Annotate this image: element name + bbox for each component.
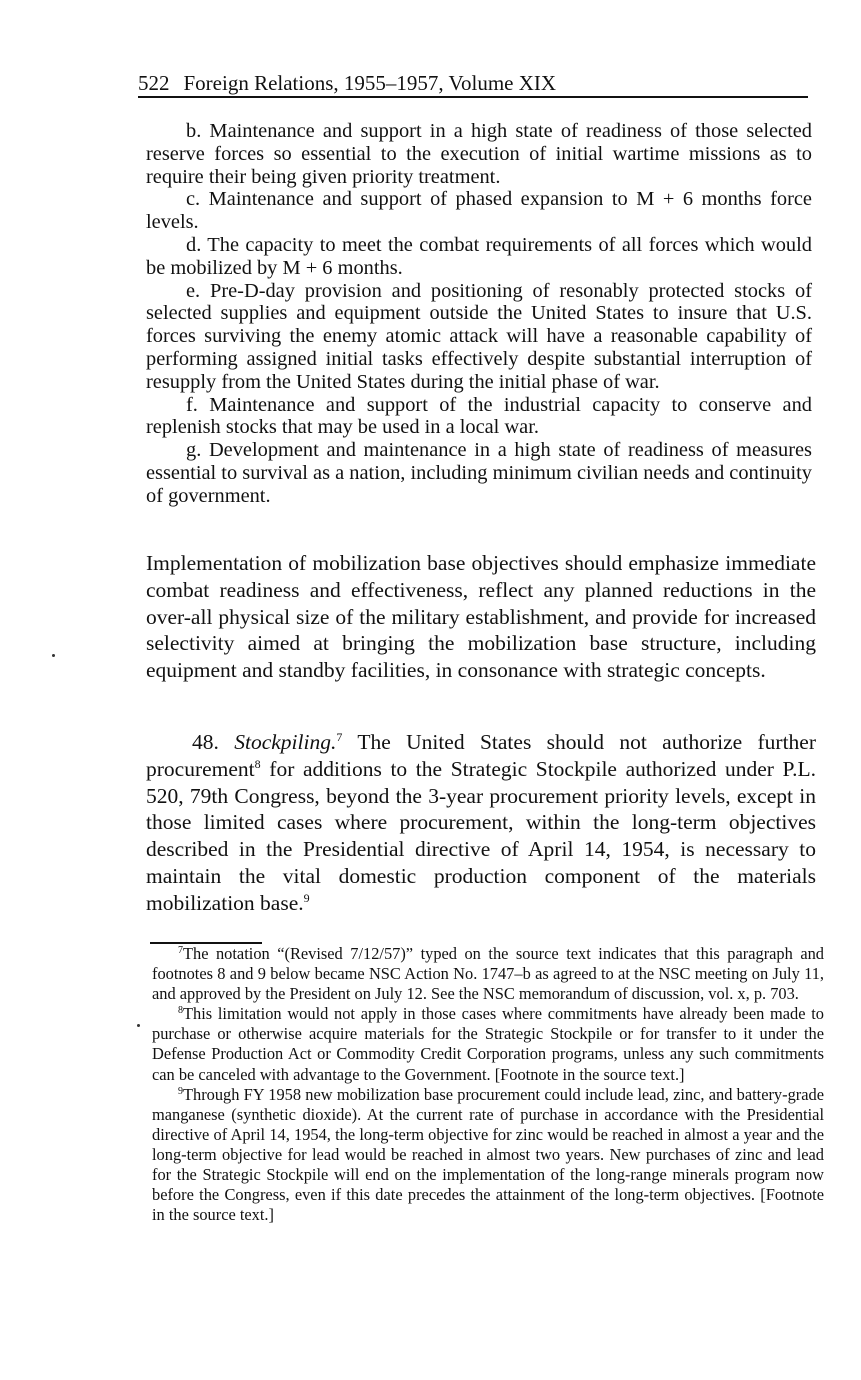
scan-speck <box>137 1024 140 1027</box>
footnote-ref-9: 9 <box>303 890 310 905</box>
implementation-paragraph: Implementation of mobilization base objectives should emphasize immediate combat readiness and effectiveness, reflect any planned reductions in the over-all physical size of the military establishment, and provide for increased selectivity aimed at bringing the mobilization base structure, including equipment and standby facilities, in consonance with strategic concepts. <box>146 551 816 683</box>
stockpiling-paragraph <box>146 729 816 917</box>
running-header <box>138 70 808 98</box>
footnote-number: 8 <box>178 1005 183 1017</box>
page-number: 522 <box>138 71 170 95</box>
volume-title: Foreign Relations, 1955–1957, Volume XIX <box>183 71 557 95</box>
stockpiling-heading: Stockpiling. <box>234 730 337 754</box>
objectives-list <box>146 120 812 508</box>
stockpiling-text-1: The United States should not authorize further procurement <box>146 730 817 781</box>
list-item-d: d. The capacity to meet the combat requirements of all forces which would be mobilized by M + 6 months. <box>146 233 812 279</box>
stockpiling-text-2: for additions to the Strategic Stockpile authorized under P.L. 520, 79th Congress, beyond the 3-year procurement priority levels, except in those limited cases where procurement, within the long-term objectives described in the Presidential directive of April 14, 1954, is necessary to maintain the vital domestic production component of the materials mobilization base. <box>146 756 816 915</box>
footnote-number: 7 <box>178 945 183 956</box>
list-item-f: f. Maintenance and support of the industrial capacity to conserve and replenish stocks that may be used in a local war. <box>146 393 812 439</box>
footnote-text: Through FY 1958 new mobilization base procurement could include lead, zinc, and battery-grade manganese (synthetic dioxide). At the current rate of purchase in accordance with the Presidential directive of April 14, 1954, the long-term objective for zinc would be reached in almost a year and the long-term objective for lead would be reached in almost two years. New purchases of zinc and lead for the Strategic Stockpile will end on the implementation of the long-range minerals program now before the Congress, even if this date precedes the attainment of the long-term objectives. [Footnote in the source text.] <box>152 1084 824 1225</box>
footnote-text: This limitation would not apply in those cases where commitments have already been made to purchase or otherwise acquire materials for the Strategic Stockpile or for transfer to it under the Defense Production Act or Commodity Credit Corporation programs, unless any such commitments can be canceled with advantage to the Government. [Footnote in the source text.] <box>152 1004 824 1084</box>
footnotes <box>152 944 824 1225</box>
list-item-b: b. Maintenance and support in a high state of readiness of those selected reserve forces so essential to the execution of initial wartime missions as to require their being given priority treatment. <box>146 120 812 188</box>
footnote-7 <box>152 944 824 1004</box>
footnote-ref-8: 8 <box>254 756 261 771</box>
list-item-c: c. Maintenance and support of phased expansion to M + 6 months force levels. <box>146 188 812 234</box>
scan-speck <box>52 654 55 657</box>
footnote-9 <box>152 1085 824 1226</box>
footnote-number: 9 <box>178 1085 183 1097</box>
list-item-e: e. Pre-D-day provision and positioning of resonably protected stocks of selected supplies and equipment outside the United States to insure that U.S. forces surviving the enemy atomic attack will have a reasonable capability of performing assigned initial tasks effectively despite substantial interruption of resupply from the United States during the initial phase of war. <box>146 279 812 393</box>
paragraph-number: 48. <box>192 730 219 754</box>
footnote-8 <box>152 1004 824 1084</box>
list-item-g: g. Development and maintenance in a high state of readiness of measures essential to survival as a nation, including minimum civilian needs and continuity of government. <box>146 439 812 507</box>
footnote-ref-7: 7 <box>336 730 343 744</box>
footnote-text: The notation “(Revised 7/12/57)” typed on the source text indicates that this paragraph and footnotes 8 and 9 below became NSC Action No. 1747–b as agreed to at the NSC meeting on July 11, and approved by the President on July 12. See the NSC memorandum of discussion, vol. x, p. 703. <box>152 944 824 1004</box>
